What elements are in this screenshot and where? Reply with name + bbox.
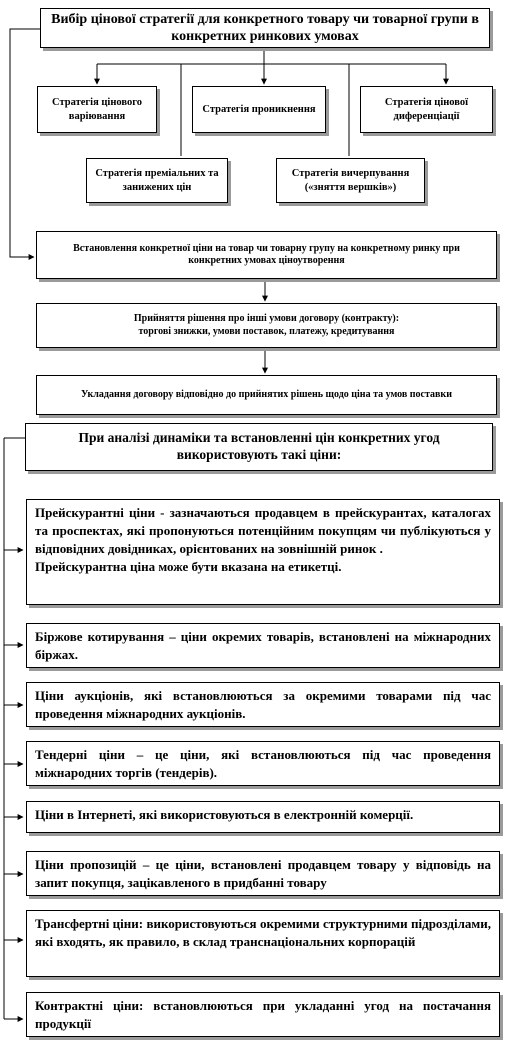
offer-text: Ціни пропозицій – це ціни, встановлені продавцем товару у відповідь на запит покупця, зацікавленого в придбанні товару (35, 857, 491, 890)
auction-text: Ціни аукціонів, які встановлюються за окремими товарами під час проведення міжнародних аукціонів. (35, 688, 491, 721)
price-type-auction (26, 682, 500, 727)
price-type-transfer (26, 910, 500, 977)
price-type-exchange (26, 623, 500, 668)
strategy-penetration-box (192, 86, 326, 133)
strategy-choice-text: Вибір цінової стратегії для конкретного товару чи товарної групи в конкретних ринкових умовах (51, 11, 479, 44)
strategy-differentiation-box (360, 86, 493, 133)
strategy-skimming-label: Стратегія вичерпування («зняття вершків») (291, 168, 410, 193)
loop-connector (10, 29, 40, 257)
list-price-note: Прейскурантна ціна може бути вказана на етикетці. (35, 558, 342, 574)
analysis-heading-text: При аналізі динаміки та встановленні цін конкретних угод використовують такі ціни: (78, 430, 440, 462)
conclude-contract-text: Укладання договору відповідно до прийнятих рішень щодо ціна та умов поставки (81, 388, 452, 400)
exchange-text: Біржове котирування – ціни окремих товарів, встановлені на міжнародних біржах. (35, 629, 491, 662)
list-price-text: Прейскурантні ціни - зазначаються продавцем в прейскурантах, каталогах та проспектах, які пропонуються потенційним покупцям чи публікуються у відповідних довідниках, орієнтованих на зовнішній ринок . (35, 505, 491, 556)
internet-text: Ціни в Інтернеті, які використовуються в електронній комерції. (35, 807, 414, 822)
conclude-contract-box (36, 375, 497, 415)
price-type-tender (26, 741, 500, 786)
transfer-text: Трансфертні ціни: використовуються окремими структурними підрозділами, які входять, як правило, в склад транснаціональних корпорацій (35, 916, 491, 949)
contract-text: Контрактні ціни: встановлюються при укладанні угод на постачання продукції (35, 998, 491, 1031)
contract-terms-title: Прийняття рішення про інші умови договору (контракту): (133, 313, 400, 324)
strategy-premium-box (86, 158, 228, 203)
strategy-variation-box (37, 86, 157, 133)
analysis-heading-box (25, 423, 493, 471)
price-type-list-price (26, 499, 500, 605)
strategy-choice-box (40, 8, 490, 48)
strategy-premium-label: Стратегія преміальних та занижених цін (95, 168, 219, 193)
contract-terms-items: торгові знижки, умови поставок, платежу, кредитування (138, 325, 395, 337)
set-price-text: Встановлення конкретної ціни на товар чи товарну групу на конкретному ринку при конкретних умовах ціноутворення (73, 242, 460, 266)
price-type-contract (26, 992, 500, 1037)
price-type-internet (26, 801, 500, 833)
strategy-penetration-label: Стратегія проникнення (202, 103, 316, 115)
strategy-variation-label: Стратегія цінового варіювання (52, 97, 142, 122)
strategy-differentiation-label: Стратегія цінової диференціації (384, 97, 469, 122)
contract-terms-box (36, 303, 497, 348)
strategy-skimming-box (276, 158, 425, 203)
set-price-box (36, 231, 497, 279)
price-type-offer (26, 851, 500, 896)
tender-text: Тендерні ціни – це ціни, які встановлюються під час проведення міжнародних торгів (тендерів). (35, 747, 491, 780)
